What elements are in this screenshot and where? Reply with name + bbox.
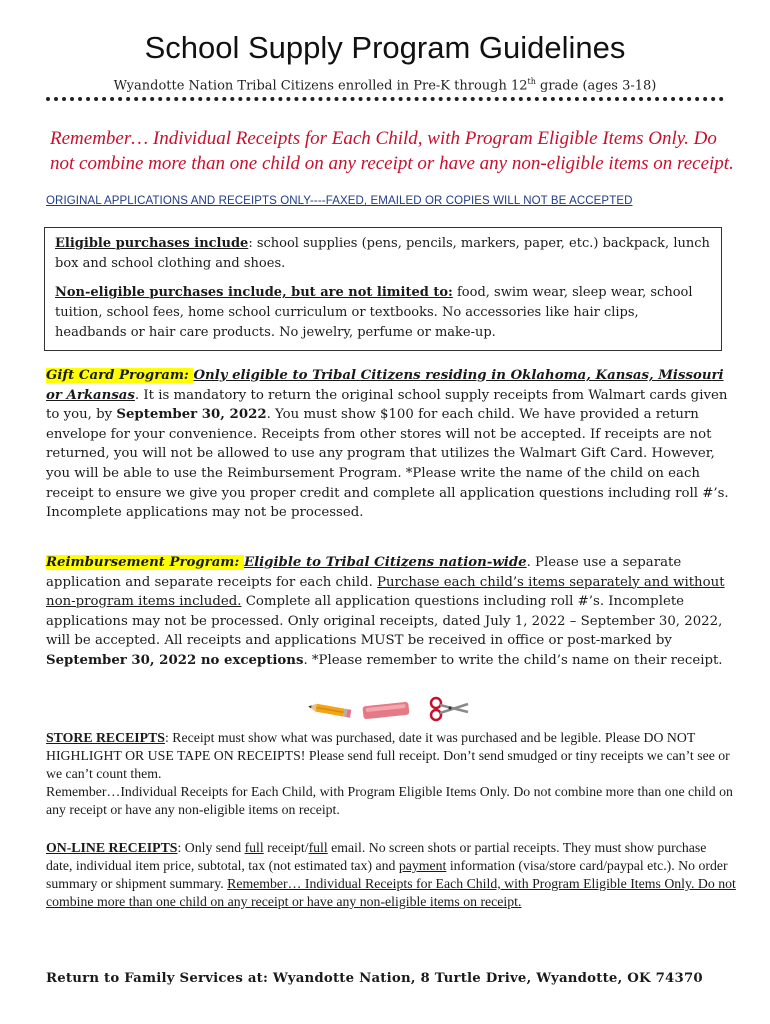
online-receipts-text-3: email. No screen shots or partial receipts. They must show purchase date, individual item price, subtotal, tax (not estimated tax) and	[46, 840, 707, 873]
gift-card-text-rest: . You must show $100 for each child. We have provided a return envelope for your convenience. Receipts from other stores will not be accepted. If receipts are not returned, you will not be allowed to use any program that utilizes the Walmart Gift Card. However, you will be able to use the Reimbursement Program. *Please write the name of the child on each receipt to ensure we give you proper credit and complete all application questions including roll #’s. Incomplete applications may not be processed.	[46, 407, 729, 521]
eligible-label: Eligible purchases include	[55, 236, 249, 251]
non-eligible-text: food, swim wear, sleep wear, school tuition, school fees, home school curriculum or textbooks. No accessories like hair clips, headbands or hair care products. No jewelry, perfume or make-up.	[55, 285, 693, 340]
original-only-notice: ORIGINAL APPLICATIONS AND RECEIPTS ONLY----FAXED, EMAILED OR COPIES WILL NOT BE ACCEPTED	[46, 195, 633, 207]
reimbursement-eligibility: Eligible to Tribal Citizens nation-wide	[243, 555, 527, 570]
online-receipts-full: full	[244, 840, 264, 855]
return-address-footer: Return to Family Services at: Wyandotte Nation, 8 Turtle Drive, Wyandotte, OK 74370	[46, 971, 703, 986]
eligible-text: : school supplies (pens, pencils, markers, paper, etc.) backpack, lunch box and school clothing and shoes.	[55, 236, 710, 271]
subtitle-text-end: grade (ages 3-18)	[535, 78, 657, 94]
subtitle-text: Wyandotte Nation Tribal Citizens enrolled in Pre-K through 12	[113, 78, 528, 94]
eligible-purchases	[55, 234, 711, 274]
reimbursement-text: . Please use a separate application and separate receipts for each child.	[46, 555, 682, 590]
dotted-divider	[46, 97, 724, 101]
scissors-icon	[428, 696, 472, 722]
eraser-icon	[360, 701, 414, 721]
gift-card-section	[46, 366, 736, 523]
online-receipts-section	[46, 839, 736, 911]
store-receipts-label: STORE RECEIPTS	[46, 730, 165, 745]
gift-card-colon: :	[183, 368, 194, 383]
reimbursement-section	[46, 553, 736, 671]
online-receipts-label: ON-LINE RECEIPTS	[46, 840, 178, 855]
gift-card-deadline: September 30, 2022	[116, 407, 267, 423]
page-title: School Supply Program Guidelines	[144, 30, 626, 65]
online-receipts-payment: payment	[398, 858, 447, 873]
school-supplies-icons	[300, 696, 480, 724]
page-subtitle	[0, 77, 770, 93]
pencil-icon	[306, 700, 352, 720]
reimbursement-text-mid: Complete all application questions including roll #’s. Incomplete applications may not be processed. Only original receipts, dated July 1, 2022 – September 30, 2022, will be accepted. All receipts and applications MUST be received in office or post-marked by	[46, 594, 723, 649]
reimbursement-deadline: September 30, 2022 no exceptions	[46, 652, 304, 668]
online-receipts-reminder: Remember… Individual Receipts for Each Child, with Program Eligible Items Only. Do not combine more than one child on any receipt or have any non-eligible items on receipt.	[46, 876, 736, 909]
reimbursement-underlined: Purchase each child’s items separately and without non-program items included.	[46, 574, 725, 610]
reimbursement-colon: :	[234, 555, 244, 570]
gift-card-label: Gift Card Program	[46, 368, 184, 383]
store-receipts-section	[46, 729, 736, 819]
eligibility-box	[44, 227, 722, 351]
reimbursement-text-end: . *Please remember to write the child’s name on their receipt.	[303, 652, 723, 668]
online-receipts-text-2: receipt/	[263, 840, 309, 855]
online-receipts-text-4: information (visa/store card/paypal etc.). No order summary or shipment summary.	[46, 858, 728, 891]
gift-card-text: . It is mandatory to return the original school supply receipts from Walmart cards given to you, by	[46, 387, 728, 423]
reimbursement-label: Reimbursement Program	[46, 555, 235, 570]
non-eligible-label: Non-eligible purchases include, but are not limited to:	[55, 285, 453, 300]
store-receipts-text: : Receipt must show what was purchased, date it was purchased and be legible. Please DO NOT HIGHLIGHT OR USE TAPE ON RECEIPTS! Please send full receipt. Don’t send smudged or tiny receipts we can’t see or we can’t count them.	[46, 730, 730, 781]
non-eligible-purchases	[55, 283, 711, 343]
gift-card-eligibility: Only eligible to Tribal Citizens residing in Oklahoma, Kansas, Missouri or Arkansas	[46, 368, 724, 403]
remember-notice: Remember… Individual Receipts for Each Child, with Program Eligible Items Only. Do not combine more than one child on any receipt or have any non-eligible items on receipt.	[50, 128, 734, 174]
subtitle-superscript: th	[527, 77, 536, 86]
store-receipts-reminder: Remember…Individual Receipts for Each Child, with Program Eligible Items Only. Do not combine more than one child on any receipt or have any non-eligible items on receipt.	[46, 784, 733, 817]
online-receipts-full-2: full	[308, 840, 328, 855]
online-receipts-text: : Only send	[177, 840, 245, 855]
